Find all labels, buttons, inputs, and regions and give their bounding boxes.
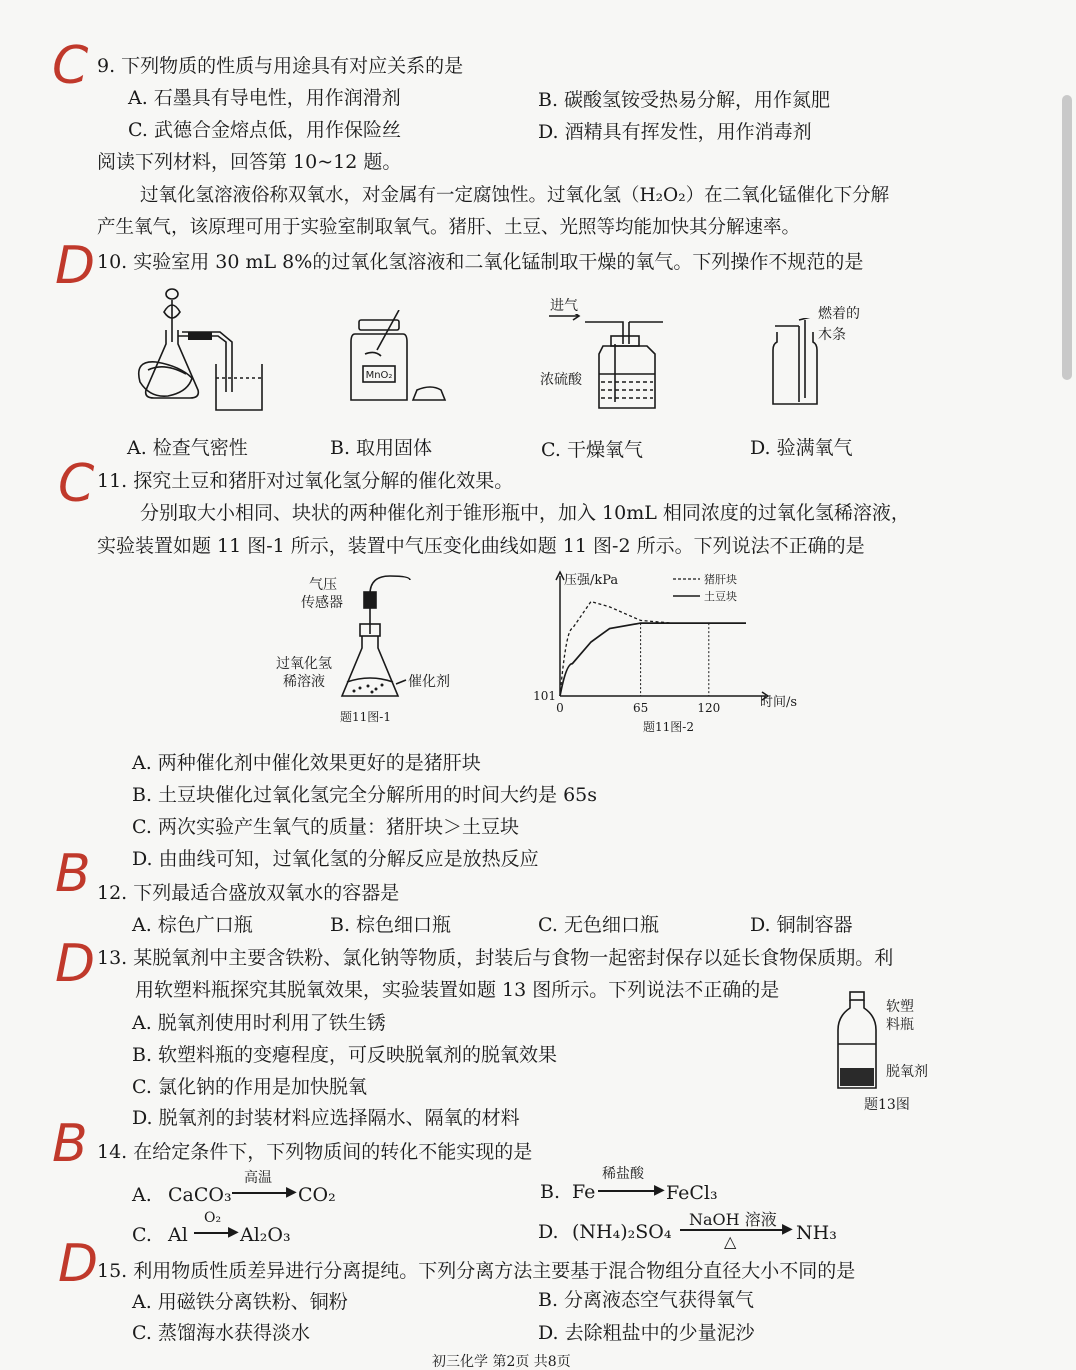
- inlet-label: 进气: [550, 298, 578, 314]
- q14-option-d-condition: NaOH 溶液: [689, 1210, 777, 1229]
- q14-option-a-label: A.: [132, 1184, 152, 1206]
- figure-13-caption: 题13图: [864, 1097, 910, 1113]
- q12-option-a: A. 棕色广口瓶: [132, 914, 253, 936]
- q9-option-b: B. 碳酸氢铵受热易分解，用作氮肥: [538, 89, 831, 111]
- q9-option-a: A. 石墨具有导电性，用作润滑剂: [128, 87, 401, 109]
- page-footer: 初三化学 第2页 共8页: [432, 1354, 571, 1370]
- q9-option-d: D. 酒精具有挥发性，用作消毒剂: [538, 121, 812, 143]
- sensor-label-2: 传感器: [301, 595, 343, 611]
- x-axis-label: 时间/s: [760, 695, 798, 710]
- figure-11-1-caption: 题11图-1: [340, 710, 391, 724]
- q14-option-a-reactant: CaCO₃: [168, 1184, 232, 1206]
- q9-stem: 9. 下列物质的性质与用途具有对应关系的是: [97, 55, 464, 77]
- figure-check-full: [765, 318, 825, 410]
- q14-option-d-arrowhead: ▶: [782, 1221, 793, 1237]
- q11-option-d: D. 由曲线可知，过氧化氢的分解反应是放热反应: [132, 848, 539, 870]
- deoxidizer-label: 脱氧剂: [886, 1064, 928, 1080]
- solution-label-2: 稀溶液: [283, 674, 325, 690]
- x-tick-label-2: 120: [697, 701, 721, 715]
- burning-stick-label-1: 燃着的: [818, 306, 860, 322]
- q13-option-b: B. 软塑料瓶的变瘪程度，可反映脱氧剂的脱氧效果: [132, 1044, 558, 1066]
- mno2-label: MnO₂: [365, 370, 393, 381]
- q14-option-c-label: C.: [132, 1224, 152, 1246]
- q14-stem: 14. 在给定条件下，下列物质间的转化不能实现的是: [97, 1141, 533, 1163]
- q14-option-b-label: B.: [540, 1181, 561, 1203]
- q11-stem: 11. 探究土豆和猪肝对过氧化氢分解的催化效果。: [97, 470, 514, 492]
- sensor-label-1: 气压: [309, 577, 337, 593]
- q11-option-b: B. 土豆块催化过氧化氢完全分解所用的时间大约是 65s: [132, 784, 598, 806]
- q14-option-a-arrowhead: ▶: [286, 1184, 297, 1200]
- q14-option-b-product: FeCl₃: [666, 1182, 718, 1204]
- q15-option-d: D. 去除粗盐中的少量泥沙: [538, 1322, 755, 1344]
- q14-option-b-arrow: [598, 1190, 660, 1192]
- q11-option-c: C. 两次实验产生氧气的质量：猪肝块＞土豆块: [132, 816, 519, 838]
- q14-option-a-arrow: [232, 1192, 292, 1194]
- pressure-chart: [530, 568, 810, 740]
- q11-body-2: 实验装置如题 11 图-1 所示，装置中气压变化曲线如题 11 图-2 所示。下列说法不正确的是: [97, 535, 865, 557]
- handwritten-answer-9: C: [52, 36, 89, 96]
- bottle-label-2: 料瓶: [886, 1017, 914, 1033]
- y-axis-label: 压强/kPa: [564, 573, 619, 588]
- q13-option-d: D. 脱氧剂的封装材料应选择隔水、隔氧的材料: [132, 1107, 520, 1129]
- q14-option-b-condition: 稀盐酸: [602, 1166, 644, 1182]
- series-line-1: [560, 623, 746, 696]
- q13-stem-1: 13. 某脱氧剂中主要含铁粉、氯化钠等物质，封装后与食物一起密封保存以延长食物保质期。利: [97, 947, 894, 969]
- handwritten-answer-14: B: [52, 1114, 88, 1174]
- q15-option-b: B. 分离液态空气获得氧气: [538, 1289, 755, 1311]
- q10-option-b: B. 取用固体: [330, 437, 433, 459]
- series-line-0: [560, 602, 746, 697]
- q14-option-d-product: NH₃: [796, 1222, 837, 1244]
- figure-take-solid: [345, 310, 475, 410]
- acid-label: 浓硫酸: [540, 372, 582, 388]
- q13-option-a: A. 脱氧剂使用时利用了铁生锈: [132, 1012, 386, 1034]
- q14-option-a-product: CO₂: [298, 1184, 336, 1206]
- q15-option-a: A. 用磁铁分离铁粉、铜粉: [132, 1291, 348, 1313]
- q14-option-a-condition: 高温: [244, 1170, 272, 1186]
- x-tick-label-1: 65: [632, 701, 649, 715]
- bottle-label-1: 软塑: [886, 999, 914, 1015]
- q14-option-d-label: D.: [538, 1221, 559, 1243]
- reading-line-1: 过氧化氢溶液俗称双氧水，对金属有一定腐蚀性。过氧化氢（H₂O₂）在二氧化锰催化下分解: [140, 185, 890, 206]
- figure-13-bottle: [832, 990, 882, 1092]
- handwritten-answer-11: C: [58, 454, 95, 514]
- x-tick-label-0: 0: [556, 701, 564, 715]
- figure-11-2-caption: 题11图-2: [643, 720, 694, 734]
- q9-option-c: C. 武德合金熔点低，用作保险丝: [128, 119, 401, 141]
- reading-intro: 阅读下列材料，回答第 10~12 题。: [97, 151, 402, 173]
- q12-stem: 12. 下列最适合盛放双氧水的容器是: [97, 882, 400, 904]
- q14-option-c-arrowhead: ▶: [228, 1224, 239, 1240]
- q12-option-c: C. 无色细口瓶: [538, 914, 659, 936]
- q11-body-1: 分别取大小相同、块状的两种催化剂于锥形瓶中，加入 10mL 相同浓度的过氧化氢稀溶液，: [140, 502, 910, 524]
- handwritten-answer-10: D: [55, 236, 96, 296]
- handwritten-answer-13: D: [55, 934, 96, 994]
- figure-dry-oxygen: [545, 314, 675, 412]
- q12-option-d: D. 铜制容器: [750, 914, 853, 936]
- handwritten-answer-12: B: [55, 844, 91, 904]
- solution-label-1: 过氧化氢: [276, 656, 332, 672]
- q10-option-d: D. 验满氧气: [750, 437, 853, 459]
- q14-option-b-arrowhead: ▶: [654, 1182, 665, 1198]
- q13-stem-2: 用软塑料瓶探究其脱氧效果，实验装置如题 13 图所示。下列说法不正确的是: [135, 979, 780, 1001]
- catalyst-label: 催化剂: [408, 674, 450, 690]
- q10-option-a: A. 检查气密性: [127, 437, 248, 459]
- q15-stem: 15. 利用物质性质差异进行分离提纯。下列分离方法主要基于混合物组分直径大小不同的是: [97, 1260, 856, 1282]
- q11-option-a: A. 两种催化剂中催化效果更好的是猪肝块: [132, 752, 481, 774]
- legend-label-potato: 土豆块: [704, 590, 737, 603]
- q10-stem: 10. 实验室用 30 mL 8%的过氧化氢溶液和二氧化锰制取干燥的氧气。下列操作不规范的是: [97, 251, 864, 273]
- q13-option-c: C. 氯化钠的作用是加快脱氧: [132, 1076, 367, 1098]
- figure-11-1-apparatus: [330, 572, 420, 706]
- handwritten-answer-15: D: [58, 1234, 99, 1294]
- q14-option-d-reactant: (NH₄)₂SO₄: [572, 1221, 672, 1243]
- legend-label-pig-liver: 猪肝块: [704, 573, 737, 586]
- burning-stick-label-2: 木条: [818, 327, 846, 343]
- q14-option-b-reactant: Fe: [572, 1181, 596, 1203]
- q10-option-c: C. 干燥氧气: [541, 439, 643, 461]
- y-tick-label-0: 101: [533, 689, 556, 703]
- q14-option-c-reactant: Al: [168, 1224, 188, 1246]
- q12-option-b: B. 棕色细口瓶: [330, 914, 452, 936]
- q15-option-c: C. 蒸馏海水获得淡水: [132, 1322, 310, 1344]
- reading-line-2: 产生氧气，该原理可用于实验室制取氧气。猪肝、土豆、光照等均能加快其分解速率。: [97, 217, 801, 238]
- figure-check-airtightness: [128, 282, 278, 412]
- q14-option-c-condition: O₂: [204, 1210, 222, 1226]
- scrollbar[interactable]: [1062, 95, 1072, 380]
- q14-option-d-heat-symbol: △: [724, 1232, 737, 1251]
- q14-option-c-product: Al₂O₃: [240, 1224, 291, 1246]
